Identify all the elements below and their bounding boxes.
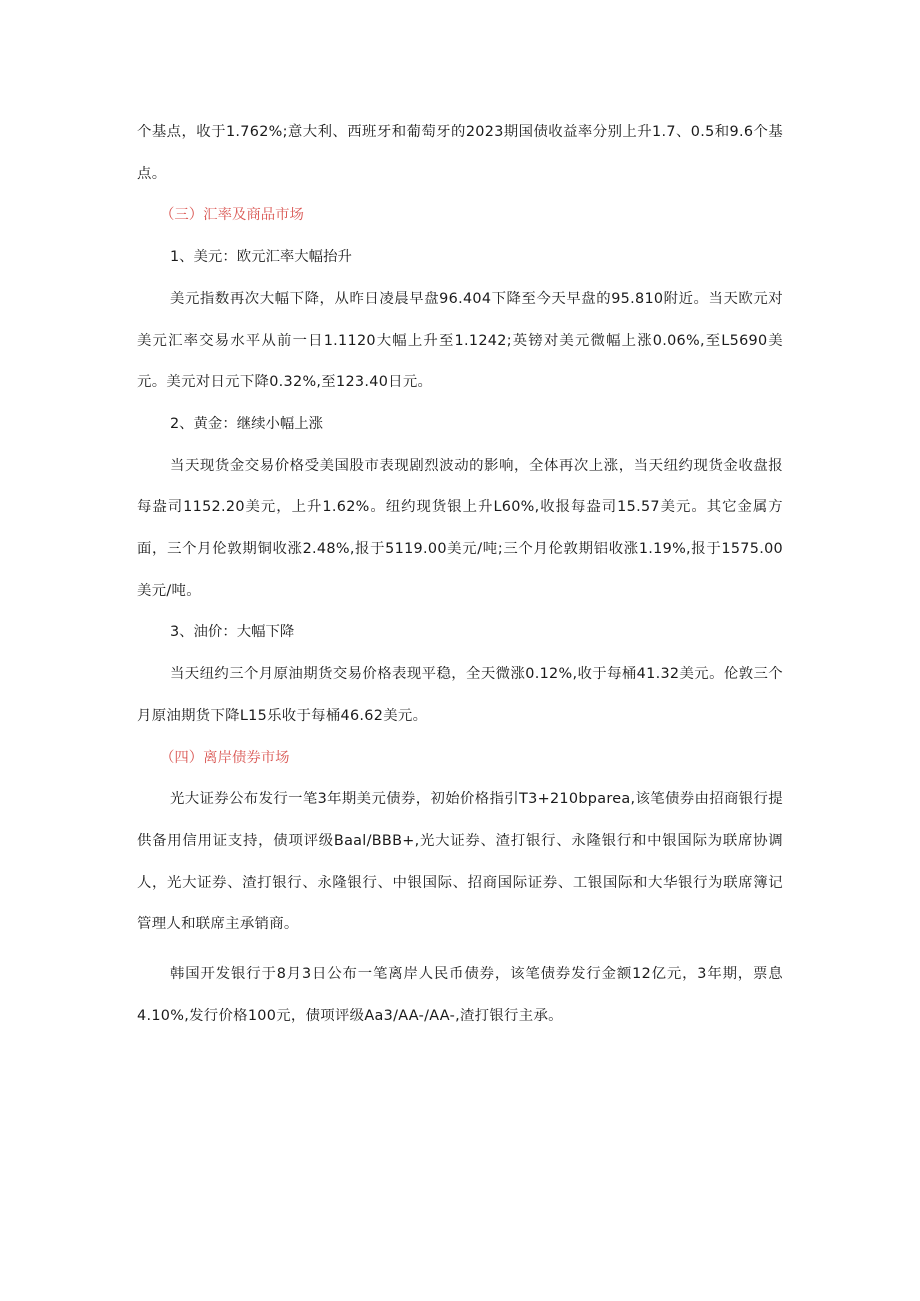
section-heading-fx-commodities: （三）汇率及商品市场 (160, 207, 304, 224)
intro-paragraph: 个基点，收于1.762%;意大利、西班牙和葡萄牙的2023期国债收益率分别上升1.7、0.5和9.6个基点。 (137, 124, 783, 182)
everbright-bond-paragraph: 光大证券公布发行一笔3年期美元债券，初始价格指引T3+210bparea,该笔债券由招商银行提供备用信用证支持，债项评级Baal∕BBB+,光大证券、渣打银行、永隆银行和中银国际为联席协调人，光大证券、渣打银行、永隆银行、中银国际、招商国际证券、工银国际和大华银行为联席簿记管理人和联席主承销商。 (137, 791, 783, 933)
subheading-oil: 3、油价：大幅下降 (170, 624, 295, 641)
subheading-usd: 1、美元：欧元汇率大幅抬升 (170, 249, 352, 266)
section-heading-offshore-bonds: （四）离岸债券市场 (160, 749, 290, 766)
oil-paragraph: 当天纽约三个月原油期货交易价格表现平稳，全天微涨0.12%,收于每桶41.32美元。伦敦三个月原油期货下降L15乐收于每桶46.62美元。 (137, 666, 783, 724)
subheading-gold: 2、黄金：继续小幅上涨 (170, 415, 324, 432)
kdb-bond-paragraph: 韩国开发银行于8月3日公布一笔离岸人民币债券，该笔债券发行金额12亿元，3年期，票息4.10%,发行价格100元，债项评级Aa3∕AA-∕AA-,渣打银行主承。 (137, 966, 783, 1024)
usd-paragraph: 美元指数再次大幅下降，从昨日凌晨早盘96.404下降至今天早盘的95.810附近。当天欧元对美元汇率交易水平从前一日1.1120大幅上升至1.1242;英镑对美元微幅上涨0.06%,至L5690美元。美元对日元下降0.32%,至123.40日元。 (137, 290, 783, 391)
document-body (137, 112, 783, 1037)
gold-paragraph: 当天现货金交易价格受美国股市表现剧烈波动的影响，全体再次上涨，当天纽约现货金收盘报每盎司1152.20美元，上升1.62%。纽约现货银上升L60%,收报每盎司15.57美元。其它金属方面，三个月伦敦期铜收涨2.48%,报于5119.00美元/吨;三个月伦敦期铝收涨1.19%,报于1575.00美元/吨。 (137, 457, 783, 599)
